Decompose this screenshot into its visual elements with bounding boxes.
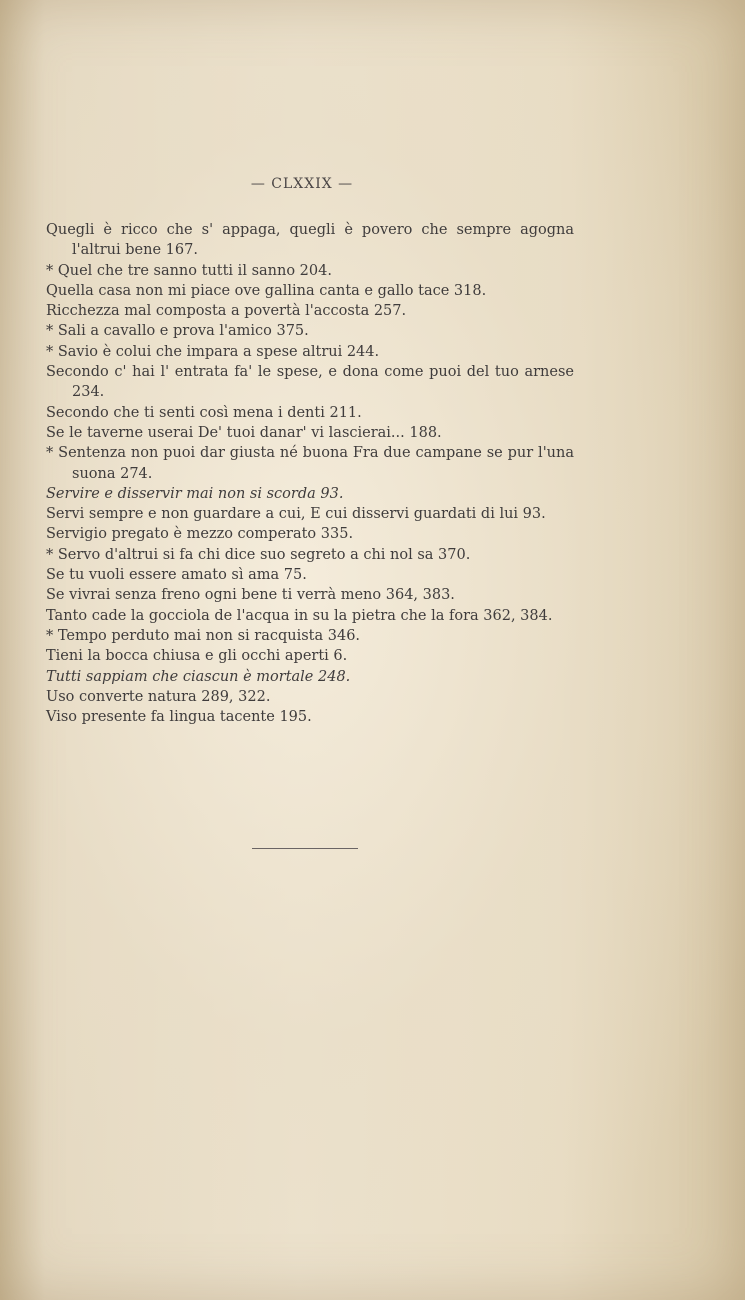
- list-item: * Quel che tre sanno tutti il sanno 204.: [46, 262, 332, 279]
- list-item: * Savio è colui che impara a spese altrui 244.: [46, 343, 380, 360]
- list-item: * Sentenza non puoi dar giusta né buona Fra due campane se pur l'una suona 274.: [46, 445, 574, 482]
- list-item: Servire e disservir mai non si scorda 93.: [46, 485, 344, 502]
- list-item: * Tempo perduto mai non si racquista 346.: [46, 627, 361, 644]
- list-item: Tanto cade la gocciola de l'acqua in su la pietra che la fora 362, 384.: [46, 607, 553, 624]
- list-item: Servi sempre e non guardare a cui, E cui disservi guardati di lui 93.: [46, 506, 546, 523]
- closing-rule: [252, 848, 358, 849]
- list-item: Secondo che ti senti così mena i denti 211.: [46, 404, 362, 421]
- list-item: Quella casa non mi piace ove gallina canta e gallo tace 318.: [46, 282, 487, 299]
- list-item: Se tu vuoli essere amato sì ama 75.: [46, 567, 307, 584]
- list-item: Secondo c' hai l' entrata fa' le spese, e dona come puoi del tuo arnese 234.: [46, 364, 574, 401]
- list-item: * Servo d'altrui si fa chi dice suo segreto a chi nol sa 370.: [46, 546, 471, 563]
- list-item: Tutti sappiam che ciascun è mortale 248.: [46, 668, 351, 685]
- list-item: Quegli è ricco che s' appaga, quegli è povero che sempre agogna l'altrui bene 167.: [46, 222, 574, 259]
- list-item: Se le taverne userai De' tuoi danar' vi lascierai... 188.: [46, 424, 442, 441]
- list-item: Servigio pregato è mezzo comperato 335.: [46, 526, 354, 543]
- list-item: Tieni la bocca chiusa e gli occhi aperti 6.: [46, 648, 348, 665]
- list-item: Viso presente fa lingua tacente 195.: [46, 709, 312, 726]
- list-item: * Sali a cavallo e prova l'amico 375.: [46, 323, 309, 340]
- page-number-header: — CLXXIX —: [250, 176, 354, 192]
- list-item: Ricchezza mal composta a povertà l'accosta 257.: [46, 303, 407, 320]
- list-item: Uso converte natura 289, 322.: [46, 688, 271, 705]
- list-item: Se vivrai senza freno ogni bene ti verrà meno 364, 383.: [46, 587, 455, 604]
- proverb-index-list: [46, 220, 574, 727]
